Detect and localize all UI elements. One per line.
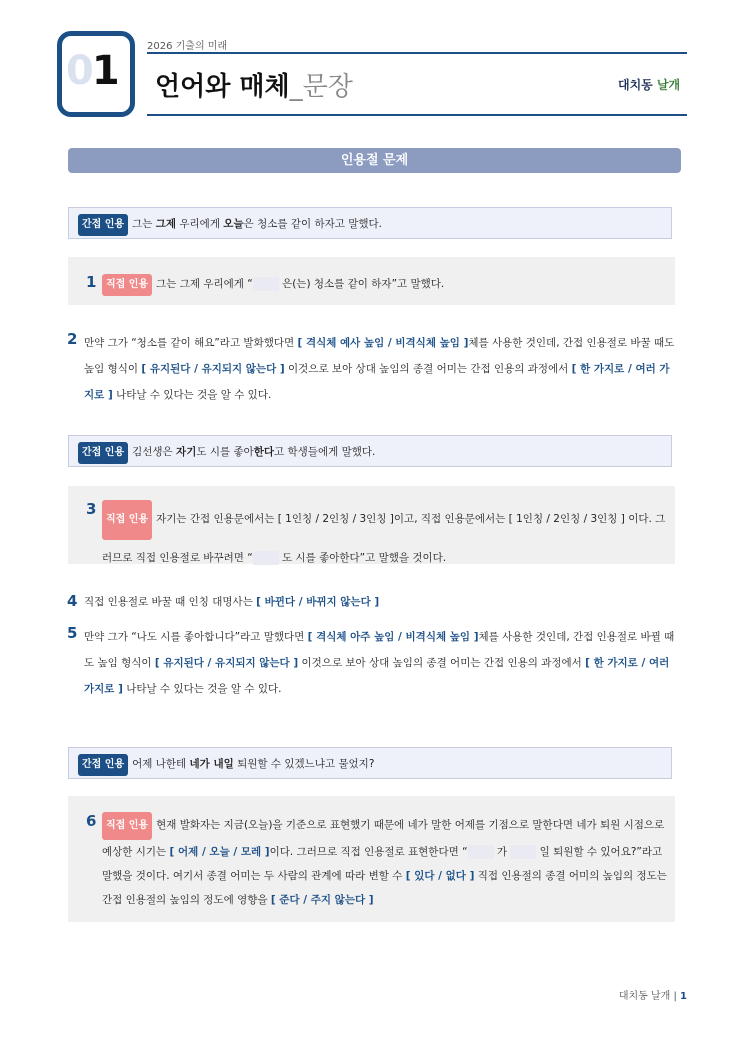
- question-number-2: 2: [67, 330, 78, 348]
- question-4: 직접 인용절로 바꿀 때 인칭 대명사는 [ 바뀐다 / 바뀌지 않는다 ]: [84, 596, 380, 608]
- page-footer: 대치동 날개 | 1: [618, 991, 687, 1002]
- brand-logo: 대치동 날개: [618, 78, 681, 92]
- header-top-line: [147, 52, 687, 54]
- section-title: 인용절 문제: [68, 148, 681, 173]
- question-3: 직접 인용 자기는 간접 인용문에서는 [ 1인칭 / 2인칭 / 3인칭 ]이고, 직접 인용문에서는 [ 1인칭 / 2인칭 / 3인칭 ] 이다. 그러므로 직접 인용절로 바꾸려면 “ 도 시를 좋아한다”고 말했을 것이다.: [102, 500, 672, 576]
- year-label: 2026 기출의 미래: [147, 41, 228, 52]
- indirect-quote-2: 간접 인용 김선생은 자기도 시를 좋아한다고 학생들에게 말했다.: [78, 442, 375, 464]
- question-2: 만약 그가 “청소를 같이 해요”라고 발화했다면 [ 격식체 예사 높임 / 비격식체 높임 ]체를 사용한 것인데, 간접 인용절로 바꿀 때도 높임 형식이 [ 유지된다 / 유지되지 않는다 ] 이것으로 보아 상대 높임의 종결 어미는 간접 인용의 과정에서 [ 한 가지로 / 여러 가지로 ] 나타날 수 있다는 것을 알 수 있다.: [84, 337, 675, 401]
- question-1: 직접 인용 그는 그제 우리에게 “ 은(는) 청소를 같이 하자”고 말했다.: [102, 274, 444, 296]
- question-6: 직접 인용 현재 발화자는 지금(오늘)을 기준으로 표현했기 때문에 네가 말한 어제를 기점으로 말한다면 네가 퇴원 시점으로 예상한 시기는 [ 어제 / 오늘 / 모레 ]이다. 그러므로 직접 인용절로 표현한다면 “ 가 일 퇴원할 수 있어요?”라고 말했을 것이다. 여기서 종결 어미는 두 사람의 관계에 따라 변할 수 [ 있다 / 없다 ] 직접 인용절의 종결 어미의 높임의 정도는 간접 인용절의 높임의 정도에 영향을 [ 준다 / 주지 않는다 ]: [102, 812, 670, 912]
- question-number-4: 4: [67, 592, 78, 610]
- indirect-quote-1: 간접 인용 그는 그제 우리에게 오늘은 청소를 같이 하자고 말했다.: [78, 214, 382, 236]
- question-5: 만약 그가 “나도 시를 좋아합니다”라고 말했다면 [ 격식체 아주 높임 / 비격식체 높임 ]체를 사용한 것인데, 간접 인용절로 바뀔 때도 높임 형식이 [ 유지된다 / 유지되지 않는다 ] 이것으로 보아 상대 높임의 종결 어미는 간접 인용의 과정에서 [ 한 가지로 / 여러 가지로 ] 나타날 수 있다는 것을 알 수 있다.: [84, 631, 675, 695]
- page-title: 언어와 매체_문장: [155, 72, 353, 102]
- question-number-3: 3: [86, 500, 97, 518]
- header-bottom-line: [147, 114, 687, 116]
- chapter-number: 01: [66, 48, 118, 94]
- question-number-5: 5: [67, 624, 78, 642]
- indirect-quote-3: 간접 인용 어제 나한테 네가 내일 퇴원할 수 있겠느냐고 물었지?: [78, 754, 374, 776]
- question-number-6: 6: [86, 812, 97, 830]
- question-number-1: 1: [86, 273, 97, 291]
